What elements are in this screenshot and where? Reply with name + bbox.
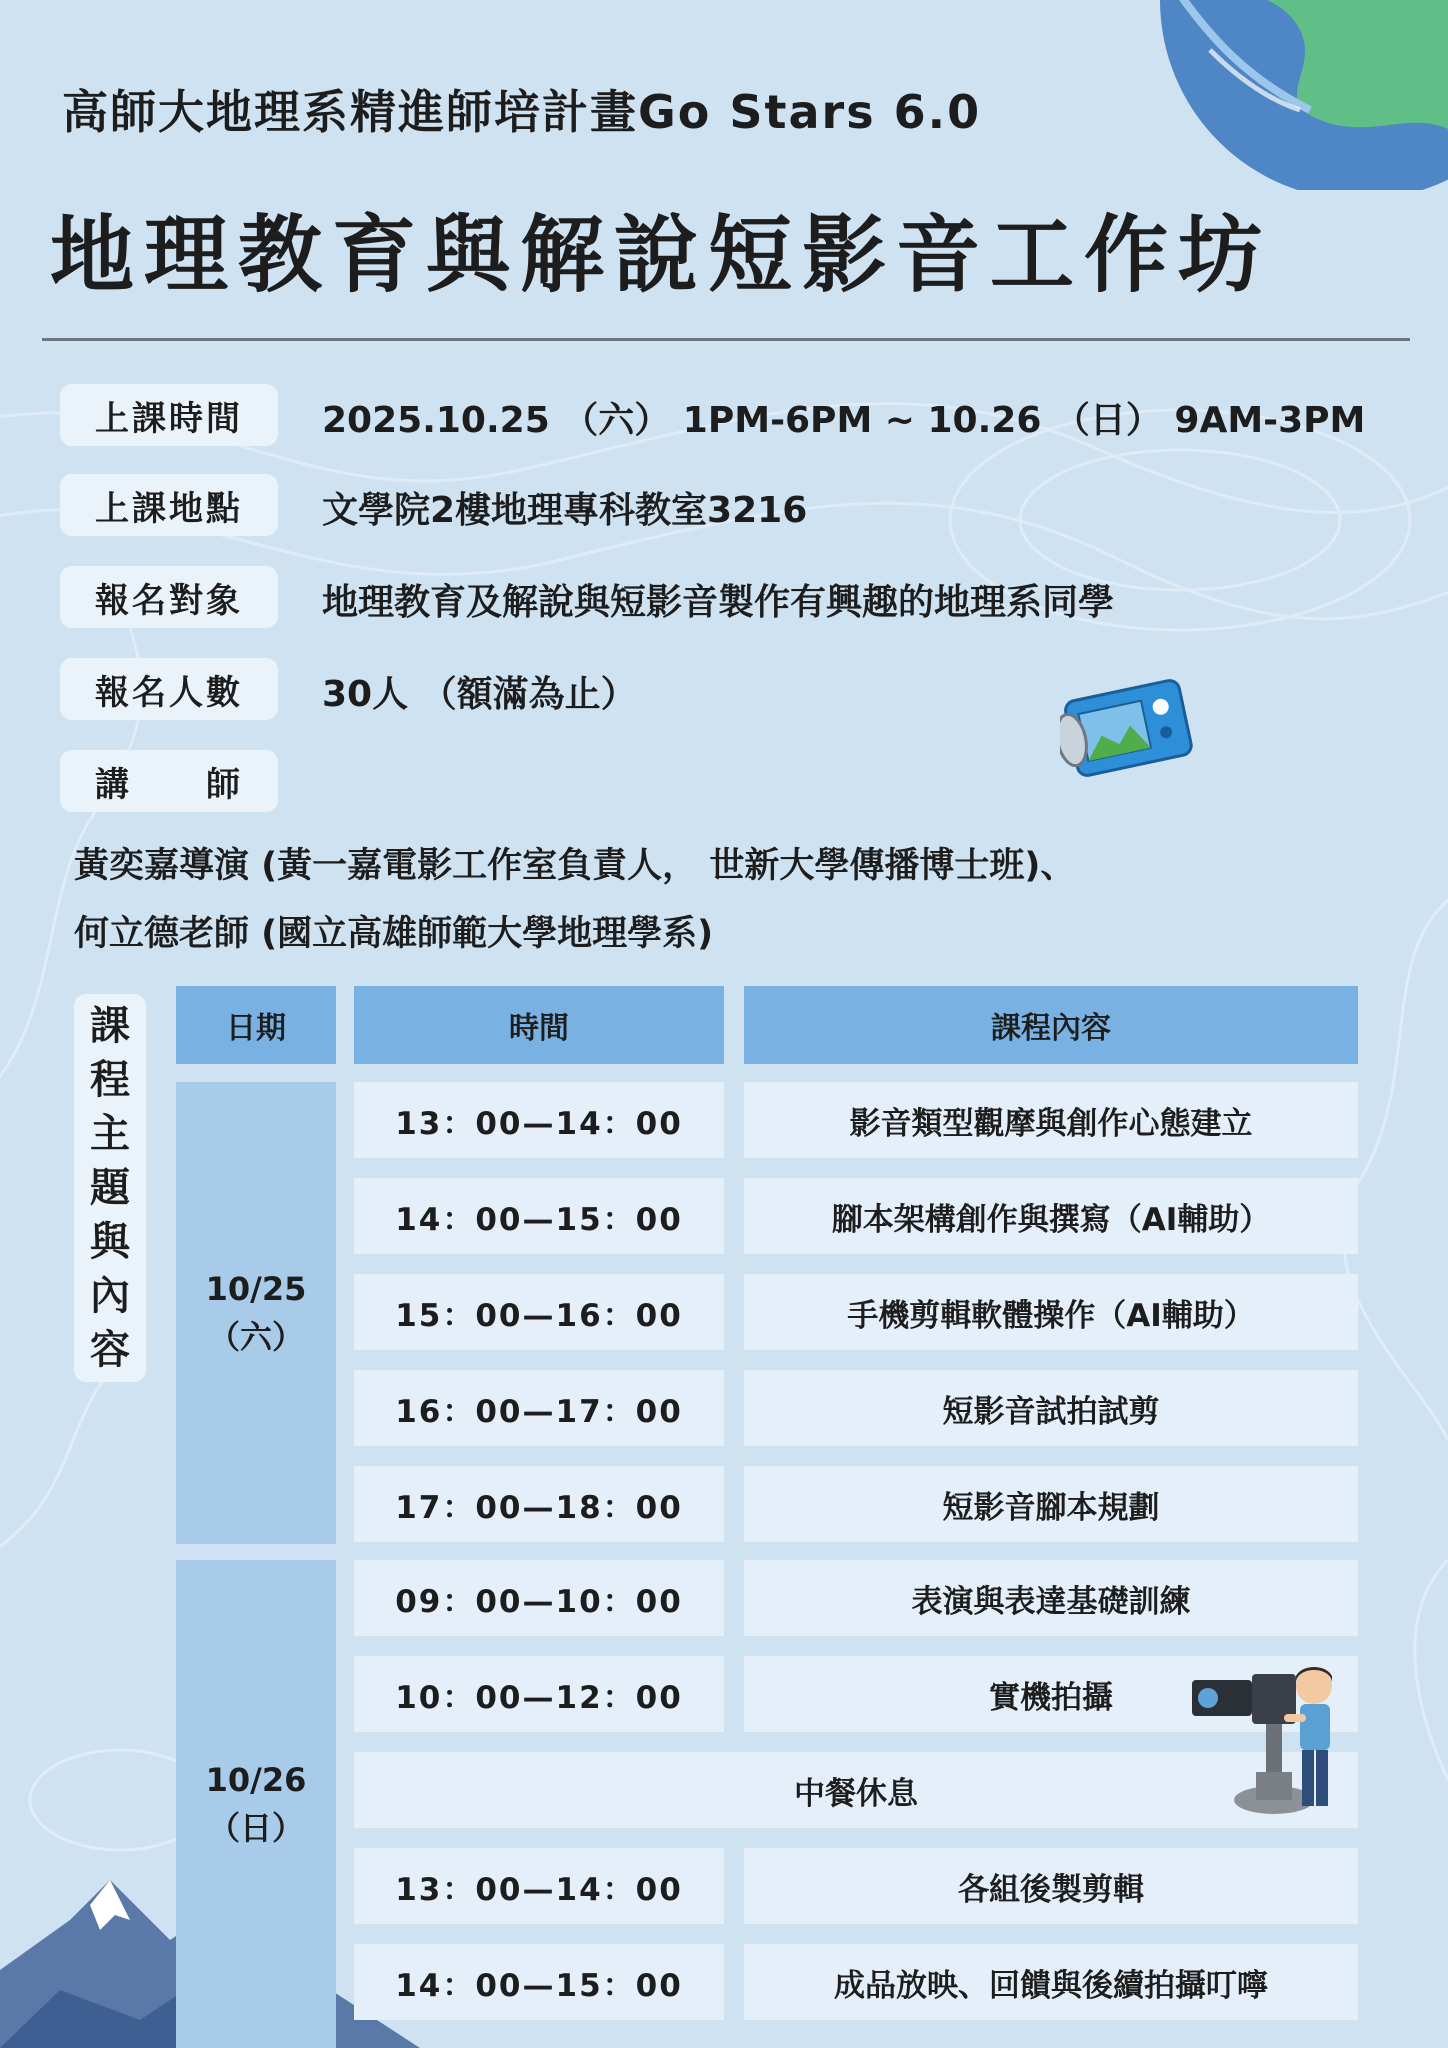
time-cell: 10：00—12：00 bbox=[354, 1656, 724, 1732]
page-subtitle: 高師大地理系精進師培計畫Go Stars 6.0 bbox=[62, 85, 982, 139]
time-cell: 13：00—14：00 bbox=[354, 1082, 724, 1158]
date-cell-day2 bbox=[176, 1560, 336, 2048]
header-time: 時間 bbox=[354, 986, 724, 1064]
side-label-char: 與 bbox=[90, 1219, 130, 1265]
time-cell: 15：00—16：00 bbox=[354, 1274, 724, 1350]
date-cell-day1 bbox=[176, 1082, 336, 1544]
audience-value: 地理教育及解說與短影音製作有興趣的地理系同學 bbox=[322, 582, 1115, 623]
content-cell: 手機剪輯軟體操作（AI輔助） bbox=[744, 1274, 1358, 1350]
content-cell: 成品放映、回饋與後續拍攝叮嚀 bbox=[744, 1944, 1358, 2020]
content-cell: 表演與表達基礎訓練 bbox=[744, 1560, 1358, 1636]
audience-label: 報名對象 bbox=[60, 566, 278, 628]
capacity-value: 30人 （額滿為止） bbox=[322, 674, 637, 715]
content-cell: 短影音腳本規劃 bbox=[744, 1466, 1358, 1542]
date-day2: 10/26 bbox=[205, 1761, 307, 1799]
globe-icon bbox=[1150, 0, 1448, 190]
video-camera-operator-icon bbox=[1186, 1660, 1358, 1820]
time-cell: 09：00—10：00 bbox=[354, 1560, 724, 1636]
page-title: 地理教育與解說短影音工作坊 bbox=[50, 206, 1273, 304]
side-label-char: 容 bbox=[90, 1327, 130, 1373]
content-cell: 腳本架構創作與撰寫（AI輔助） bbox=[744, 1178, 1358, 1254]
side-label-char: 課 bbox=[90, 1003, 130, 1049]
instructor-label: 講 師 bbox=[60, 750, 278, 812]
camera-icon bbox=[1060, 668, 1196, 784]
capacity-label: 報名人數 bbox=[60, 658, 278, 720]
weekday-day1: （六） bbox=[207, 1318, 304, 1356]
content-cell: 各組後製剪輯 bbox=[744, 1848, 1358, 1924]
time-cell: 13：00—14：00 bbox=[354, 1848, 724, 1924]
title-divider bbox=[42, 338, 1410, 341]
schedule-side-label bbox=[74, 994, 146, 1382]
class-location-label: 上課地點 bbox=[60, 474, 278, 536]
class-location-value: 文學院2樓地理專科教室3216 bbox=[322, 490, 808, 531]
header-date: 日期 bbox=[176, 986, 336, 1064]
side-label-char: 主 bbox=[90, 1111, 130, 1157]
content-cell: 影音類型觀摩與創作心態建立 bbox=[744, 1082, 1358, 1158]
content-cell: 實機拍攝 bbox=[744, 1656, 1358, 1732]
time-cell: 14：00—15：00 bbox=[354, 1178, 724, 1254]
weekday-day2: （日） bbox=[207, 1809, 304, 1847]
side-label-char: 題 bbox=[90, 1165, 130, 1211]
instructor-2: 何立德老師 (國立高雄師範大學地理學系) bbox=[74, 914, 714, 954]
lunch-break-cell: 中餐休息 bbox=[354, 1752, 1358, 1828]
header-content: 課程內容 bbox=[744, 986, 1358, 1064]
class-time-value: 2025.10.25 （六） 1PM-6PM ~ 10.26 （日） 9AM-3PM bbox=[322, 400, 1366, 441]
content-cell: 短影音試拍試剪 bbox=[744, 1370, 1358, 1446]
time-cell: 17：00—18：00 bbox=[354, 1466, 724, 1542]
date-day1: 10/25 bbox=[205, 1270, 307, 1308]
time-cell: 14：00—15：00 bbox=[354, 1944, 724, 2020]
side-label-char: 程 bbox=[90, 1057, 130, 1103]
class-time-label: 上課時間 bbox=[60, 384, 278, 446]
side-label-char: 內 bbox=[90, 1273, 130, 1319]
instructor-1: 黃奕嘉導演 (黃一嘉電影工作室負責人， 世新大學傳播博士班)、 bbox=[74, 846, 1076, 886]
time-cell: 16：00—17：00 bbox=[354, 1370, 724, 1446]
